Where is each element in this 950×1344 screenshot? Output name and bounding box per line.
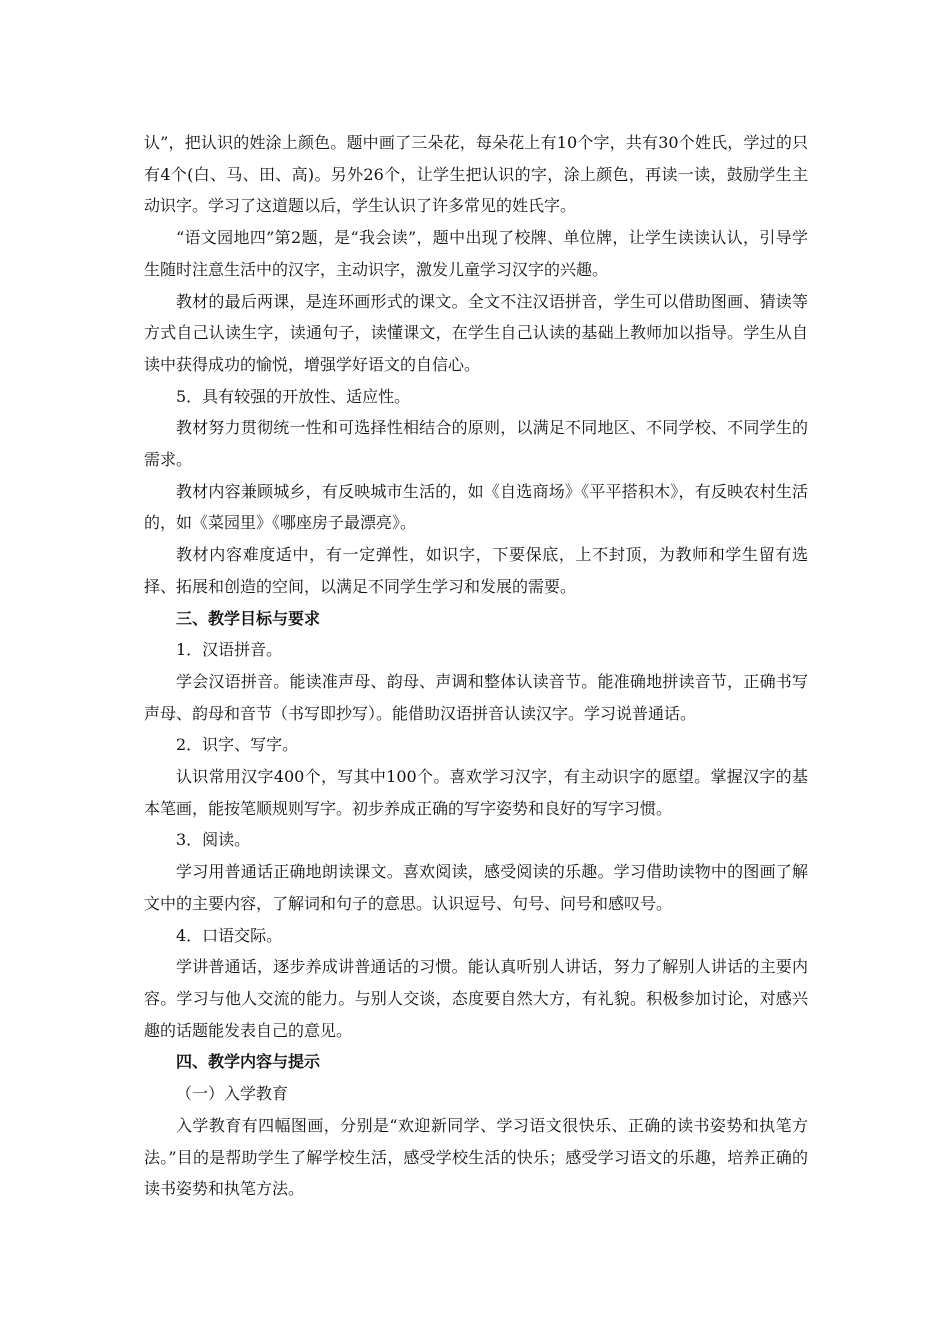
document-body <box>144 127 808 1205</box>
paragraph: 学讲普通话，逐步养成讲普通话的习惯。能认真听别人讲话，努力了解别人讲话的主要内容。学习与他人交流的能力。与别人交谈，态度要自然大方，有礼貌。积极参加讨论，对感兴趣的话题能发表自己的意见。 <box>144 957 808 1040</box>
paragraph: 教材努力贯彻统一性和可选择性相结合的原则，以满足不同地区、不同学校、不同学生的需求。 <box>144 418 808 470</box>
paragraph: 教材内容难度适中，有一定弹性，如识字，下要保底，上不封顶，为教师和学生留有选择、拓展和创造的空间，以满足不同学生学习和发展的需要。 <box>144 545 808 596</box>
paragraph: 学会汉语拼音。能读准声母、韵母、声调和整体认读音节。能准确地拼读音节，正确书写声母、韵母和音节（书写即抄写）。能借助汉语拼音认读汉字。学习说普通话。 <box>144 671 808 723</box>
numbered-item: 3．阅读。 <box>176 830 251 850</box>
paragraph: 学习用普通话正确地朗读课文。喜欢阅读，感受阅读的乐趣。学习借助读物中的图画了解文中的主要内容，了解词和句子的意思。认识逗号、句号、问号和感叹号。 <box>144 862 808 913</box>
paragraph: “语文园地四”第2题，是“我会读”，题中出现了校牌、单位牌，让学生读读认认，引导学生随时注意生活中的汉字，主动识字，激发儿童学习汉字的兴趣。 <box>144 228 808 279</box>
paragraph: 认”，把认识的姓涂上颜色。题中画了三朵花，每朵花上有10个字，共有30个姓氏，学过的只有4个(白、马、田、高)。另外26个，让学生把认识的字，涂上颜色，再读一读，鼓励学生主动识字。学习了这道题以后，学生认识了许多常见的姓氏字。 <box>144 133 808 216</box>
paragraph: 教材的最后两课，是连环画形式的课文。全文不注汉语拼音，学生可以借助图画、猜读等方式自己认读生字，读通句子，读懂课文，在学生自己认读的基础上教师加以指导。学生从自读中获得成功的愉悦，增强学好语文的自信心。 <box>144 291 808 374</box>
subsection-heading: （一）入学教育 <box>176 1084 289 1104</box>
numbered-item: 5．具有较强的开放性、适应性。 <box>176 386 411 406</box>
paragraph: 教材内容兼顾城乡，有反映城市生活的，如《自选商场》《平平搭积木》，有反映农村生活的，如《菜园里》《哪座房子最漂亮》。 <box>144 481 808 533</box>
section-heading: 三、教学目标与要求 <box>176 608 321 628</box>
numbered-item: 4．口语交际。 <box>176 925 283 945</box>
paragraph: 入学教育有四幅图画，分别是“欢迎新同学、学习语文很快乐、正确的读书姿势和执笔方法。”目的是帮助学生了解学校生活，感受学校生活的快乐；感受学习语文的乐趣，培养正确的读书姿势和执笔方法。 <box>144 1115 808 1199</box>
paragraph: 认识常用汉字400个，写其中100个。喜欢学习汉字，有主动识字的愿望。掌握汉字的基本笔画，能按笔顺规则写字。初步养成正确的写字姿势和良好的写字习惯。 <box>144 767 808 818</box>
numbered-item: 2．识字、写字。 <box>176 735 299 755</box>
section-heading: 四、教学内容与提示 <box>176 1052 321 1072</box>
numbered-item: 1．汉语拼音。 <box>176 640 283 660</box>
